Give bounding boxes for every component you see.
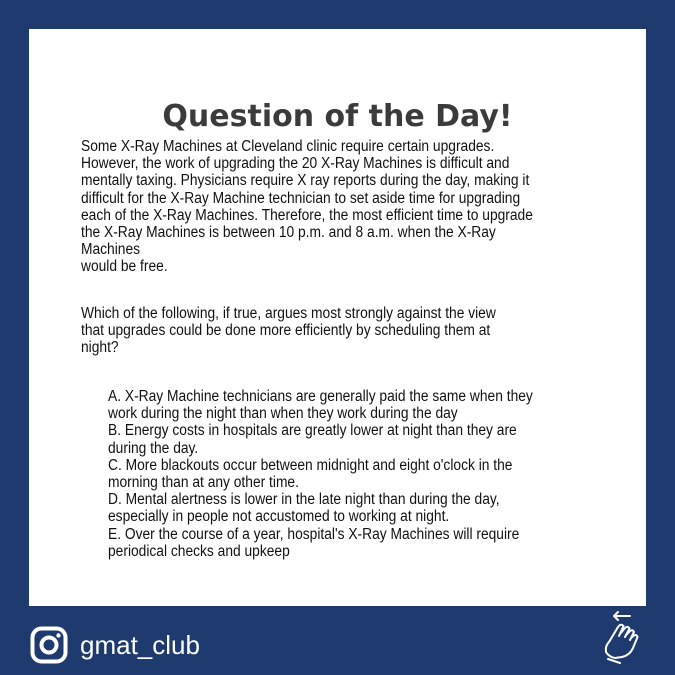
option-line: E. Over the course of a year, hospital's X-Ray Machines will require [108, 525, 520, 543]
option-line: periodical checks and upkeep [108, 542, 290, 560]
passage-line: difficult for the X-Ray Machine technician to set aside time for upgrading [81, 189, 521, 207]
option-line: C. More blackouts occur between midnight and eight o'clock in the [108, 456, 513, 474]
passage-line: However, the work of upgrading the 20 X-Ray Machines is difficult and [81, 155, 510, 173]
page-title: Question of the Day! [162, 99, 513, 134]
option-line: D. Mental alertness is lower in the late night than during the day, [108, 491, 500, 509]
option-line: especially in people not accustomed to working at night. [108, 508, 450, 526]
swipe-hand-icon [600, 608, 648, 664]
passage-line: Machines [81, 241, 141, 259]
passage-line: each of the X-Ray Machines. Therefore, the most efficient time to upgrade [81, 206, 533, 224]
passage [81, 138, 533, 276]
option-line: B. Energy costs in hospitals are greatly lower at night than they are [108, 422, 517, 440]
instagram-handle[interactable]: gmat_club [80, 630, 200, 660]
question-line: Which of the following, if true, argues most strongly against the view [81, 305, 496, 322]
question-stem [81, 305, 496, 357]
option-line: morning than at any other time. [108, 474, 299, 492]
option-line: A. X-Ray Machine technicians are generally paid the same when they [108, 388, 533, 405]
passage-line: the X-Ray Machines is between 10 p.m. and 8 a.m. when the X-Ray [81, 224, 496, 242]
passage-line: Some X-Ray Machines at Cleveland clinic require certain upgrades. [81, 138, 495, 155]
option-line: work during the night than when they work during the day [108, 405, 458, 423]
passage-line: mentally taxing. Physicians require X ray reports during the day, making it [81, 172, 530, 190]
instagram-icon[interactable] [30, 626, 68, 664]
question-card [29, 29, 646, 606]
passage-line: would be free. [81, 258, 168, 276]
question-line: night? [81, 339, 119, 357]
answer-options [108, 388, 533, 560]
question-line: that upgrades could be done more efficiently by scheduling them at [81, 322, 491, 340]
option-line: during the day. [108, 439, 199, 457]
